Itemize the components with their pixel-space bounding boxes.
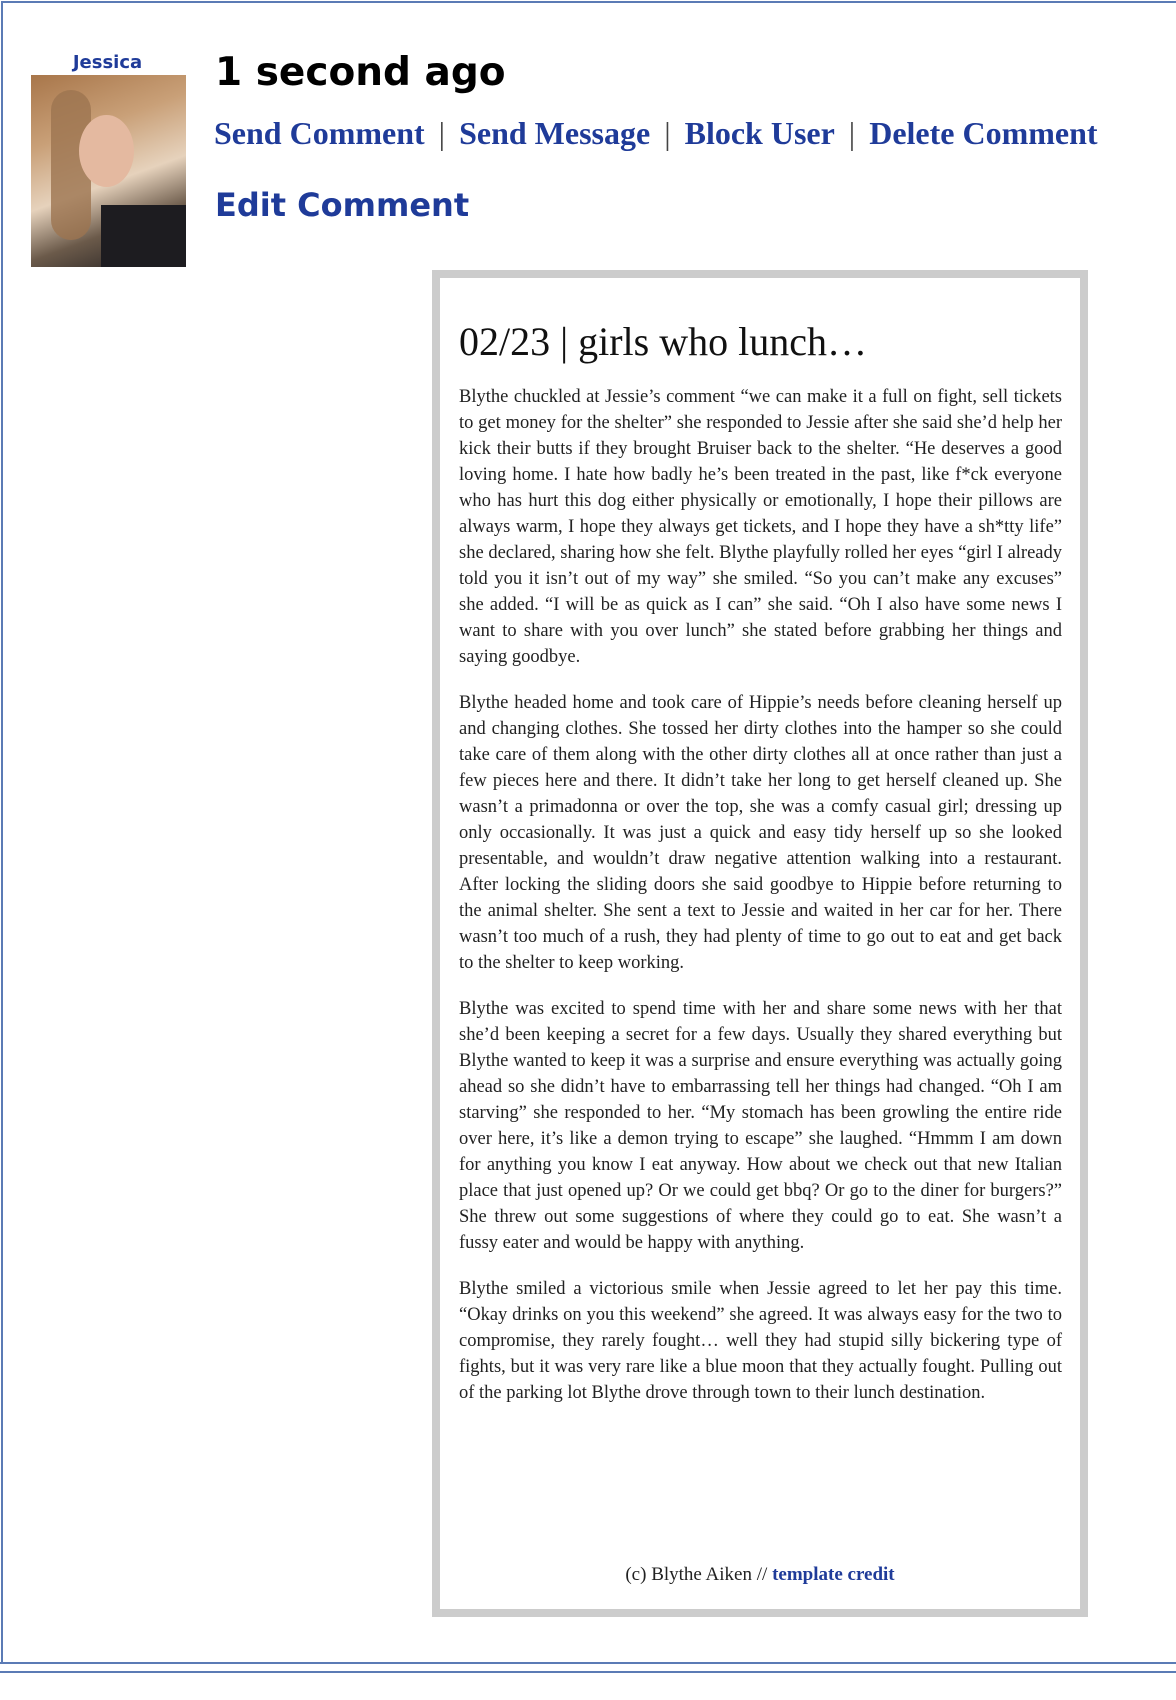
- delete-comment-link[interactable]: Delete Comment: [869, 115, 1098, 151]
- paragraph: Blythe smiled a victorious smile when Jessie agreed to let her pay this time. “Okay drinks on you this weekend” she agreed. It was always easy for the two to compromise, they rarely fought… well they had stupid silly bickering type of fights, but it was very rare like a blue moon that they actually fought. Pulling out of the parking lot Blythe drove through town to their lunch destination.: [459, 1279, 1062, 1403]
- paragraph: Blythe chuckled at Jessie’s comment “we can make it a full on fight, sell tickets to get money for the shelter” she responded to Jessie after she said she’d help her kick their butts if they brought Bruiser back to the shelter. “He deserves a good loving home. I hate how badly he’s been treated in the past, like f*ck everyone who has hurt this dog either physically or emotionally, I hope their pillows are always warm, I hope they always get tickets, and I hope they have a sh*tty life” she declared, sharing how she felt. Blythe playfully rolled her eyes “girl I already told you it isn’t out of my way” she smiled. “So you can’t make any excuses” she added. “I will be as quick as I can” she said. “Oh I also have some news I want to share with you over lunch” she stated before grabbing her things and saying goodbye.: [459, 387, 1062, 667]
- divider: [0, 1662, 1176, 1664]
- block-user-link[interactable]: Block User: [684, 115, 835, 151]
- separator: |: [438, 115, 446, 151]
- post-box: [432, 270, 1088, 1617]
- post-body: [459, 384, 1062, 1426]
- divider: [0, 1671, 1176, 1673]
- send-message-link[interactable]: Send Message: [459, 115, 651, 151]
- credit-line: [440, 1564, 1080, 1586]
- username-link[interactable]: Jessica: [72, 52, 143, 73]
- edit-comment-link[interactable]: Edit Comment: [215, 186, 470, 224]
- separator: |: [848, 115, 856, 151]
- post-title: 02/23 | girls who lunch…: [459, 319, 867, 364]
- avatar[interactable]: [31, 75, 186, 267]
- credit-text: (c) Blythe Aiken //: [625, 1564, 773, 1585]
- template-credit-link[interactable]: template credit: [772, 1564, 895, 1585]
- paragraph: Blythe was excited to spend time with her and share some news with her that she’d been keeping a secret for a few days. Usually they shared everything but Blythe wanted to keep it was a surprise and ensure everything was actually going ahead so she didn’t have to embarrassing tell her things had changed. “Oh I am starving” she responded to her. “My stomach has been growling the entire ride over here, it’s like a demon trying to escape” she laughed. “Hmmm I am down for anything you know I eat anyway. How about we check out that new Italian place that just opened up? Or we could get bbq? Or go to the diner for burgers?” She threw out some suggestions of where they could go to eat. She wasn’t a fussy eater and would be happy with anything.: [459, 999, 1062, 1253]
- send-comment-link[interactable]: Send Comment: [214, 115, 425, 151]
- separator: |: [664, 115, 671, 151]
- comment-actions: [214, 115, 1098, 152]
- paragraph: Blythe headed home and took care of Hippie’s needs before cleaning herself up and changing clothes. She tossed her dirty clothes into the hamper so she could take care of them along with the other dirty clothes all at once rather than just a few pieces here and there. It didn’t take her long to get herself cleaned up. She wasn’t a primadonna or over the top, she was a comfy casual girl; dressing up only occasionally. It was just a quick and easy tidy herself up so she looked presentable, and wouldn’t draw negative attention walking into a restaurant. After locking the sliding doors she said goodbye to Hippie before returning to the animal shelter. She sent a text to Jessie and waited in her car for her. There wasn’t too much of a rush, they had plenty of time to go out to eat and get back to the shelter to keep working.: [459, 693, 1062, 973]
- comment-timestamp: 1 second ago: [215, 50, 506, 95]
